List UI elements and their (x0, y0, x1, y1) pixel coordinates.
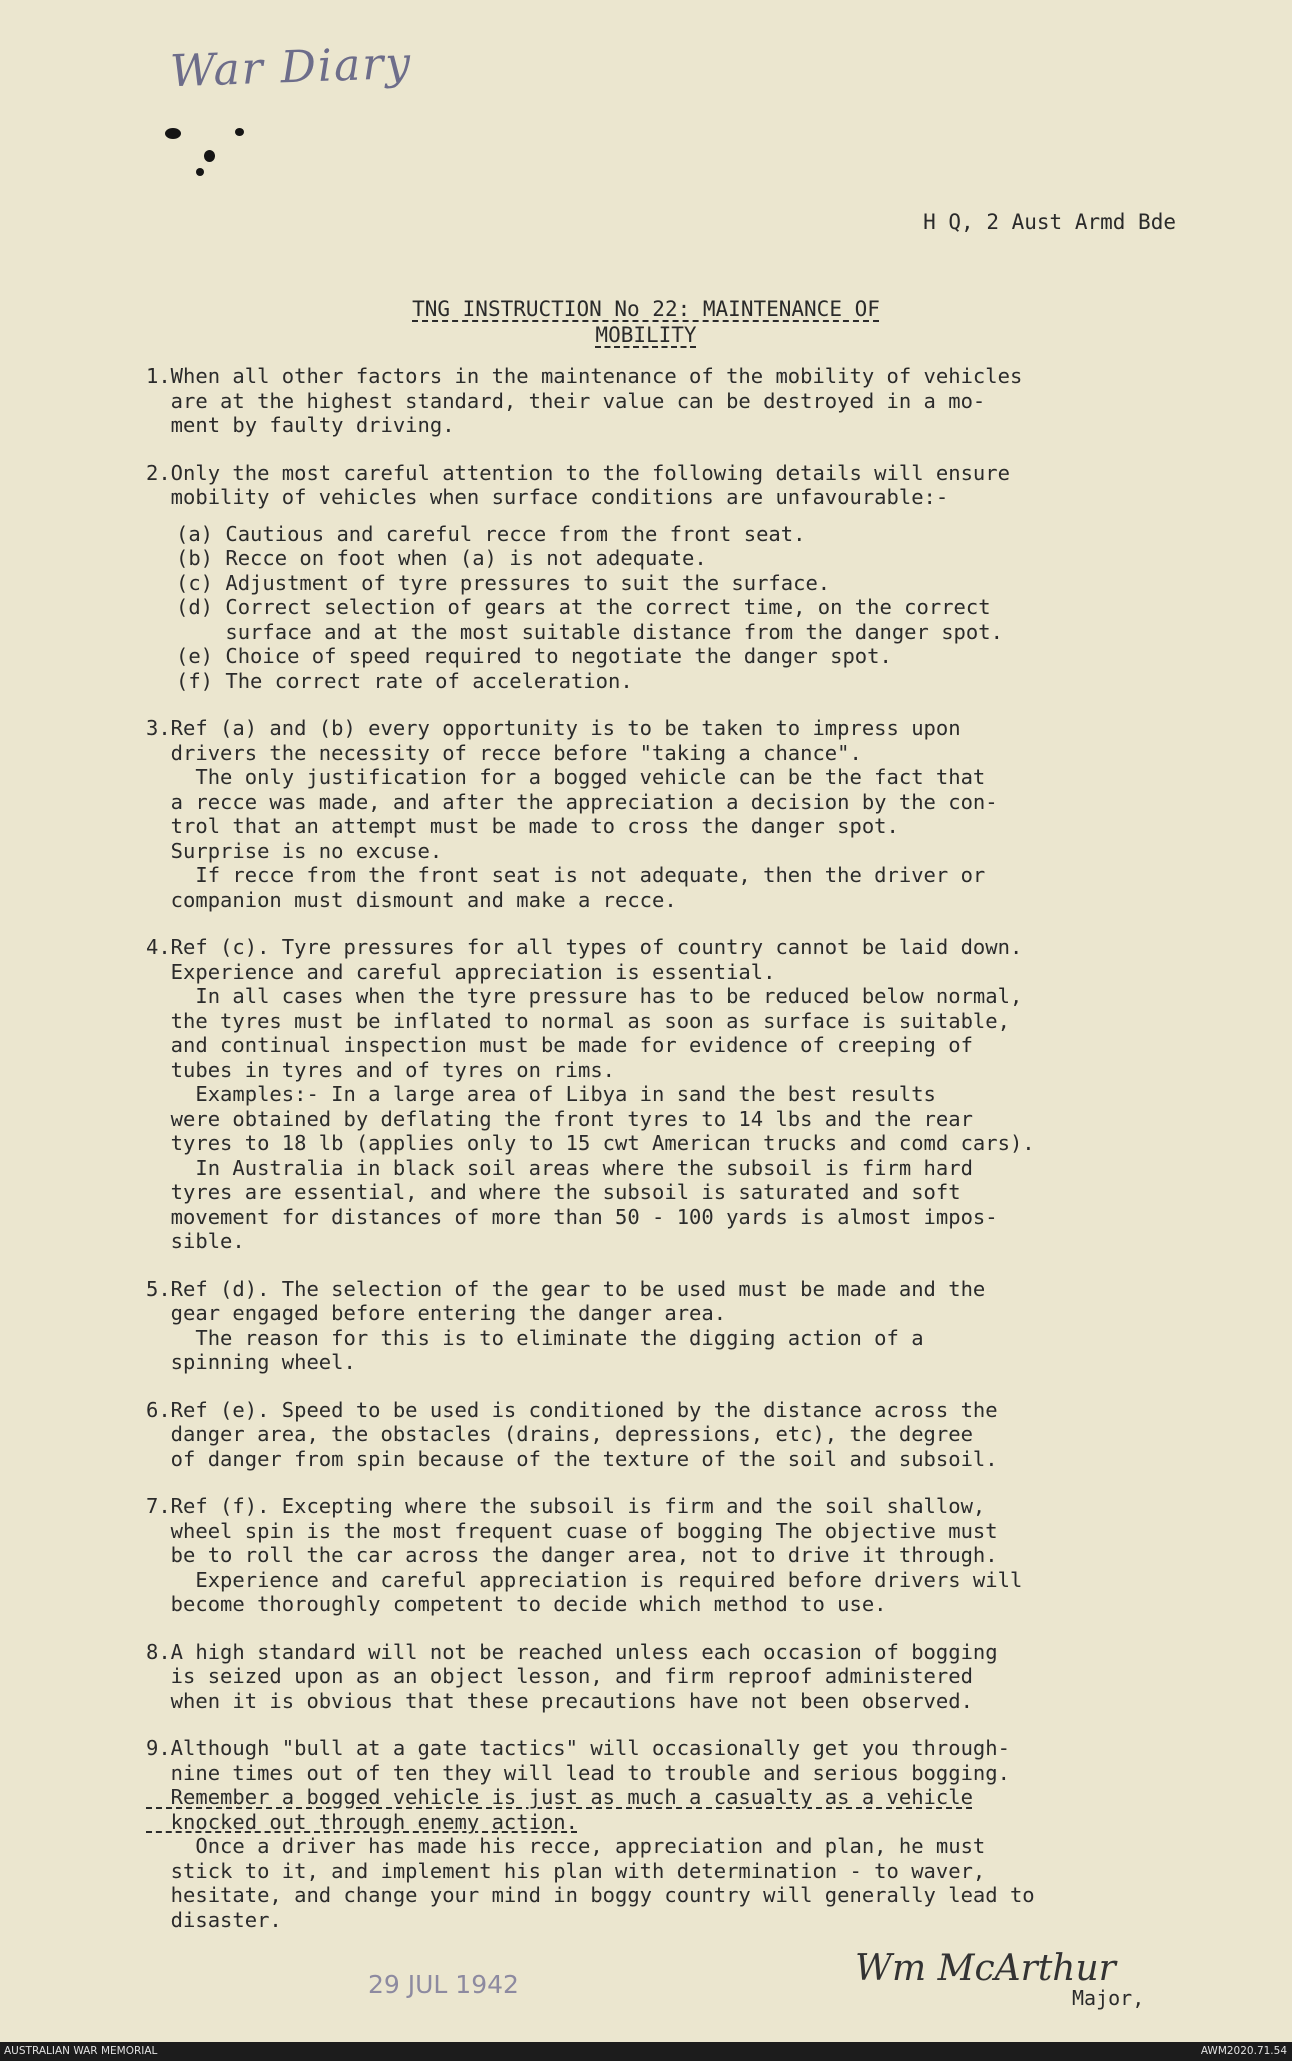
sub-item-line: (a) Cautious and careful recce from the front seat. (176, 521, 806, 546)
ink-blot (165, 128, 181, 139)
document-title (0, 296, 1292, 348)
document-body (146, 364, 1256, 1955)
text-line: The only justification for a bogged vehicle can be the fact that (146, 765, 986, 789)
hq-heading: H Q, 2 Aust Armd Bde (923, 210, 1176, 234)
text-line: 1.When all other factors in the maintenance of the mobility of vehicles (146, 364, 1023, 388)
handwritten-signature: Wm McArthur (855, 1948, 1116, 1989)
text-line: If recce from the front seat is not adequate, then the driver or (146, 863, 986, 887)
text-line: danger area, the obstacles (drains, depressions, etc), the degree (146, 1422, 973, 1446)
handwritten-war-diary-note: War Diary (169, 37, 413, 98)
paragraph-4 (146, 935, 1256, 1254)
text-line: knocked out through enemy action. (146, 1809, 578, 1834)
text-line: 2.Only the most careful attention to the following details will ensure (146, 460, 1010, 485)
signoff-rank: Major, (1072, 1986, 1145, 2010)
sub-item-line: (f) The correct rate of acceleration. (176, 668, 633, 693)
text-line: Examples:- In a large area of Libya in sand the best results (146, 1082, 936, 1106)
paragraph-6 (146, 1398, 1256, 1472)
sub-item-line: surface and at the most suitable distance from the danger spot. (176, 619, 1003, 644)
archive-footer (0, 2042, 1292, 2061)
text-line: gear engaged before entering the danger area. (146, 1301, 727, 1325)
text-line: In Australia in black soil areas where the subsoil is firm hard (146, 1155, 973, 1180)
text-line: hesitate, and change your mind in boggy country will generally lead to (146, 1883, 1035, 1907)
footer-reference: AWM2020.71.54 (1200, 2045, 1287, 2057)
paragraph-8 (146, 1640, 1256, 1714)
text-line: the tyres must be inflated to normal as soon as surface is suitable, (146, 1008, 1010, 1033)
text-line: Surprise is no excuse. (146, 838, 443, 863)
text-line: were obtained by deflating the front tyres to 14 lbs and the rear (146, 1106, 973, 1131)
text-line: tyres are essential, and where the subsoil is saturated and soft (146, 1180, 961, 1204)
text-line: Experience and careful appreciation is essential. (146, 959, 776, 984)
title-line-1: TNG INSTRUCTION No 22: MAINTENANCE OF (412, 297, 880, 321)
text-line: drivers the necessity of recce before "taking a chance". (146, 740, 862, 765)
text-line: and continual inspection must be made for evidence of creeping of (146, 1033, 973, 1057)
sub-item-line: (c) Adjustment of tyre pressures to suit the surface. (176, 570, 831, 595)
text-line: trol that an attempt must be made to cross the danger spot. (146, 814, 899, 838)
text-line: a recce was made, and after the appreciation a decision by the con- (146, 789, 998, 814)
footer-institution: AUSTRALIAN WAR MEMORIAL (4, 2045, 158, 2057)
text-line: are at the highest standard, their value can be destroyed in a mo- (146, 388, 986, 413)
text-line: be to roll the car across the danger area, not to drive it through. (146, 1543, 998, 1567)
paragraph-5 (146, 1277, 1256, 1375)
paragraph-1 (146, 364, 1256, 438)
paragraph-3 (146, 716, 1256, 912)
text-line: tyres to 18 lb (applies only to 15 cwt American trucks and comd cars). (146, 1131, 1035, 1155)
paragraph-9 (146, 1736, 1256, 1932)
text-line: 3.Ref (a) and (b) every opportunity is to be taken to impress upon (146, 716, 961, 740)
text-line: 5.Ref (d). The selection of the gear to be used must be made and the (146, 1276, 986, 1301)
text-line: In all cases when the tyre pressure has to be reduced below normal, (146, 984, 1023, 1008)
text-line: The reason for this is to eliminate the digging action of a (146, 1325, 924, 1350)
ink-blot (235, 128, 244, 136)
title-line-2: MOBILITY (595, 323, 697, 347)
text-line: stick to it, and implement his plan with determination - to waver, (146, 1858, 986, 1883)
paragraph-2 (146, 461, 1256, 694)
text-line: Once a driver has made his recce, appreciation and plan, he must (146, 1834, 986, 1858)
text-line: nine times out of ten they will lead to trouble and serious bogging. (146, 1760, 1010, 1785)
text-line: 4.Ref (c). Tyre pressures for all types of country cannot be laid down. (146, 935, 1023, 959)
text-line: Remember a bogged vehicle is just as much a casualty as a vehicle (146, 1785, 973, 1809)
date-stamp: 29 JUL 1942 (368, 1970, 519, 1999)
text-line: of danger from spin because of the texture of the soil and subsoil. (146, 1446, 998, 1471)
text-line: ment by faulty driving. (146, 413, 455, 437)
sub-item-line: (d) Correct selection of gears at the correct time, on the correct (176, 595, 991, 619)
text-line: disaster. (146, 1907, 282, 1932)
text-line: Experience and careful appreciation is required before drivers will (146, 1567, 1023, 1592)
paragraph-7 (146, 1494, 1256, 1617)
text-line: when it is obvious that these precautions have not been observed. (146, 1688, 973, 1713)
sub-item-list (176, 522, 1256, 694)
ink-blot (196, 168, 204, 176)
ink-blot (204, 150, 215, 162)
text-line: mobility of vehicles when surface conditions are unfavourable:- (146, 485, 949, 509)
text-line: 9.Although "bull at a gate tactics" will occasionally get you through- (146, 1736, 1010, 1760)
text-line: is seized upon as an object lesson, and firm reproof administered (146, 1664, 973, 1688)
sub-item-line: (b) Recce on foot when (a) is not adequate. (176, 546, 707, 570)
text-line: companion must dismount and make a recce. (146, 887, 677, 912)
text-line: tubes in tyres and of tyres on rims. (146, 1057, 615, 1082)
text-line: 8.A high standard will not be reached unless each occasion of bogging (146, 1639, 998, 1664)
text-line: spinning wheel. (146, 1350, 356, 1374)
text-line: become thoroughly competent to decide which method to use. (146, 1592, 887, 1616)
text-line: 6.Ref (e). Speed to be used is conditioned by the distance across the (146, 1397, 998, 1422)
text-line: sible. (146, 1229, 245, 1253)
text-line: movement for distances of more than 50 - 100 yards is almost impos- (146, 1204, 998, 1229)
text-line: wheel spin is the most frequent cuase of bogging The objective must (146, 1518, 998, 1543)
sub-item-line: (e) Choice of speed required to negotiate the danger spot. (176, 644, 892, 668)
text-line: 7.Ref (f). Excepting where the subsoil is firm and the soil shallow, (146, 1494, 986, 1518)
